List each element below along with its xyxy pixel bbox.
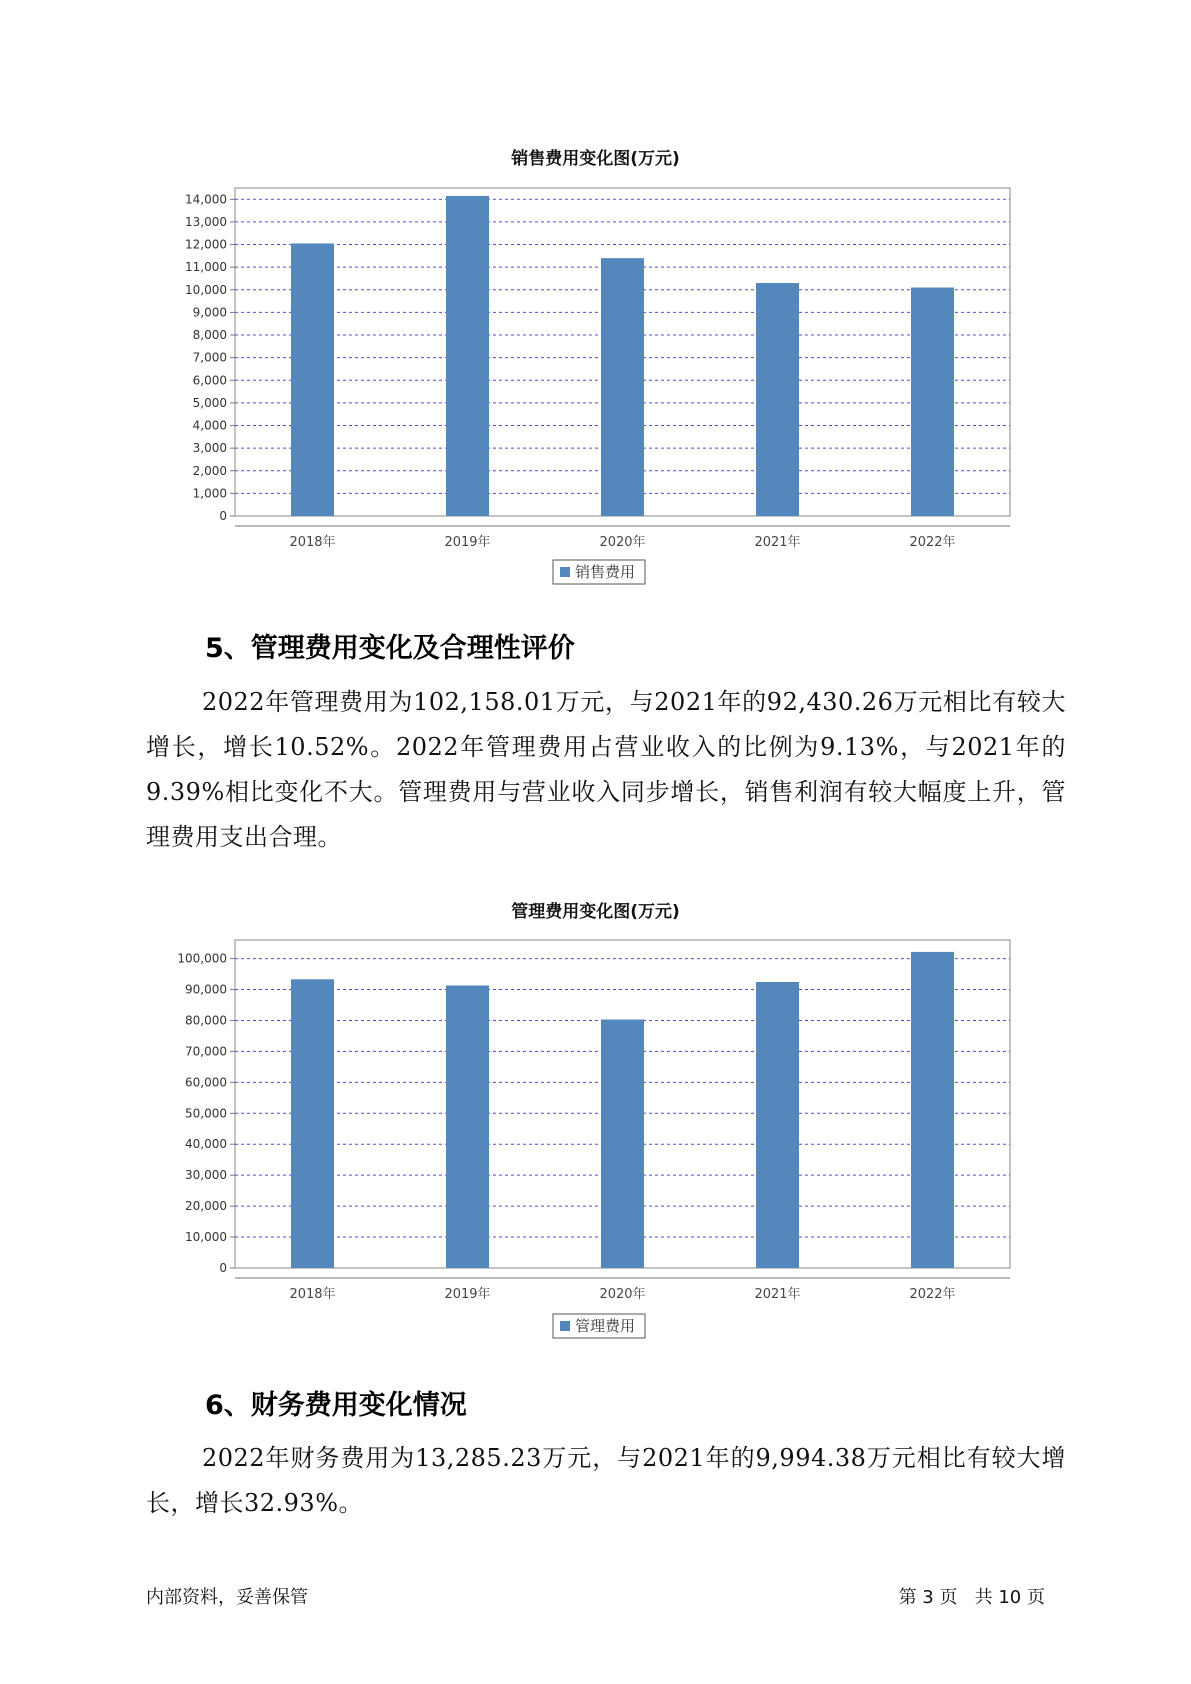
admin-ytick-label: 30,000 (185, 1168, 227, 1183)
sales-ytick-label: 7,000 (192, 350, 227, 365)
section-6-heading: 6、财务费用变化情况 (205, 1390, 467, 1421)
admin-legend (553, 1314, 645, 1338)
sales-chart-title: 销售费用变化图(万元) (511, 149, 680, 169)
sales-ytick-label: 2,000 (192, 463, 227, 478)
section-6-paragraph: 2022年财务费用为13,285.23万元，与2021年的9,994.38万元相比有较大增长，增长32.93%。 (146, 1444, 1066, 1517)
sales-ytick-label: 0 (219, 509, 227, 523)
sales-ytick-label: 1,000 (192, 486, 227, 501)
sales-ytick-label: 12,000 (185, 237, 227, 252)
admin-xtick-label: 2021年 (754, 1287, 801, 1302)
sales-ytick-label: 6,000 (192, 373, 227, 388)
admin-bar-5 (911, 952, 954, 1268)
admin-bar-2 (446, 985, 489, 1268)
admin-ytick-label: 60,000 (185, 1075, 227, 1090)
admin-ytick-label: 100,000 (177, 951, 227, 966)
sales-xtick-label: 2020年 (599, 535, 646, 550)
admin-bar-3 (601, 1020, 644, 1268)
admin-ytick-label: 20,000 (185, 1199, 227, 1214)
admin-xtick-label: 2019年 (444, 1287, 491, 1302)
sales-xtick-label: 2022年 (909, 535, 956, 550)
admin-xtick-label: 2022年 (909, 1287, 956, 1302)
footer-page-number: 第 3 页 共 10 页 (898, 1587, 1045, 1608)
sales-ytick-label: 3,000 (192, 441, 227, 456)
admin-legend-label: 管理费用 (575, 1317, 636, 1335)
admin-legend-swatch (560, 1321, 570, 1331)
admin-chart-title: 管理费用变化图(万元) (511, 902, 680, 922)
admin-ytick-label: 10,000 (185, 1230, 227, 1245)
sales-ytick-label: 14,000 (185, 192, 227, 207)
sales-xtick-label: 2021年 (754, 535, 801, 550)
admin-ytick-label: 0 (219, 1261, 227, 1275)
admin-ytick-label: 80,000 (185, 1013, 227, 1028)
sales-ytick-label: 8,000 (192, 328, 227, 343)
sales-ytick-label: 10,000 (185, 282, 227, 297)
sales-legend-label: 销售费用 (575, 563, 636, 581)
section-5-heading: 5、管理费用变化及合理性评价 (205, 633, 575, 664)
admin-ytick-label: 40,000 (185, 1137, 227, 1152)
admin-xtick-label: 2020年 (599, 1287, 646, 1302)
admin-bar-4 (756, 982, 799, 1268)
sales-ytick-label: 11,000 (185, 260, 227, 275)
admin-ytick-label: 90,000 (185, 982, 227, 997)
section-5-paragraph: 2022年管理费用为102,158.01万元，与2021年的92,430.26万元相比有较大增长，增长10.52%。2022年管理费用占营业收入的比例为9.13%，与2021年的9.39%相比变化不大。管理费用与营业收入同步增长，销售利润有较大幅度上升，管理费用支出合理。 (146, 688, 1066, 851)
admin-xtick-label: 2018年 (289, 1287, 336, 1302)
sales-ytick-label: 9,000 (192, 305, 227, 320)
sales-xtick-label: 2019年 (444, 535, 491, 550)
footer-confidential: 内部资料，妥善保管 (146, 1587, 308, 1608)
sales-ytick-label: 13,000 (185, 214, 227, 229)
sales-ytick-label: 4,000 (192, 418, 227, 433)
admin-bar-1 (291, 979, 334, 1268)
sales-xtick-label: 2018年 (289, 535, 336, 550)
sales-ytick-label: 5,000 (192, 395, 227, 410)
admin-ytick-label: 50,000 (185, 1106, 227, 1121)
admin-ytick-label: 70,000 (185, 1044, 227, 1059)
